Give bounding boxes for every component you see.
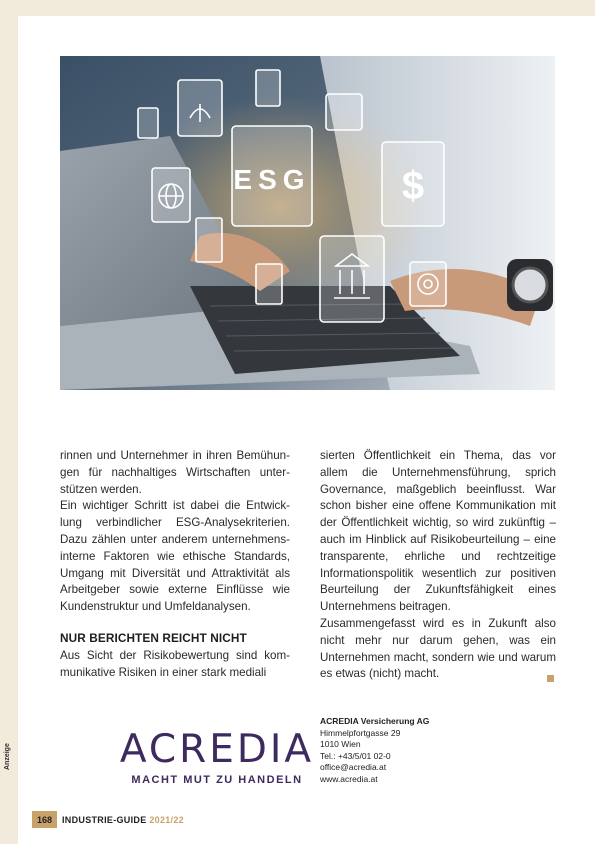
- logo-tagline: MACHT MUT ZU HANDELN: [131, 774, 303, 786]
- contact-block: [320, 716, 520, 786]
- section-subheading: NUR BERICHTEN REICHT NICHT: [60, 630, 247, 645]
- page-number: 168: [32, 811, 57, 828]
- contact-website[interactable]: www.acredia.at: [320, 773, 378, 784]
- left-column: [60, 448, 290, 681]
- handshake-icon: [326, 94, 362, 130]
- page: [18, 16, 595, 844]
- footer-guide-name: INDUSTRIE-GUIDE: [62, 815, 147, 825]
- left-paragraph-3: Aus Sicht der Risikobewertung sind kommunikative Risiken in einer stark mediali: [60, 648, 290, 679]
- left-paragraph-1: rinnen und Unternehmer in ihren Bemühungen für nachhaltiges Wirtschaften unterstützen werden.: [60, 449, 290, 496]
- globe-icon: [152, 168, 190, 222]
- right-paragraph-2: Zusammengefasst wird es in Zukunft also nicht mehr nur darum gehen, was ein Unternehmen macht, sondern wie und warum es etwas (nicht) macht.: [320, 616, 556, 681]
- contact-company: ACREDIA Versicherung AG: [320, 716, 430, 726]
- contact-street: Himmelpfortgasse 29: [320, 727, 401, 738]
- acredia-logo: [102, 716, 332, 788]
- footer-title: [62, 815, 184, 825]
- esg-text: ESG: [233, 164, 311, 195]
- hero-image: [60, 56, 555, 390]
- right-paragraph-1: sierten Öffentlichkeit ein Thema, das vor allem die Unternehmensführung, sprich Governance, maßgeblich beeinflusst. War schon bisher eine offene Kommunikation mit der Öffentlichkeit wichtig, so wird zukünftig – auch im Hinblick auf Risikobeurteilung – eine transparente, ehrliche und rechtzeitige Informationspolitik wesentlich zur positiven Beurteilung der Zukunftsfähigkeit eines Unternehmens beitragen.: [320, 449, 556, 614]
- dollar-text: $: [401, 164, 425, 208]
- contact-city: 1010 Wien: [320, 739, 361, 750]
- contact-email[interactable]: office@acredia.at: [320, 762, 387, 773]
- article-end-mark: [547, 675, 554, 682]
- footer-year: 2021/22: [149, 815, 184, 825]
- right-column: [320, 448, 556, 683]
- target-icon: [410, 262, 446, 306]
- esg-laptop-illustration: [60, 56, 555, 390]
- people-icon: [256, 264, 282, 304]
- document-icon: [256, 70, 280, 106]
- cloud-icon: [196, 218, 222, 262]
- logo-wordmark: ACREDIA: [119, 727, 315, 772]
- left-paragraph-2: Ein wichtiger Schritt ist dabei die Entwicklung verbindlicher ESG-Analysekriterien. Dazu zählen unter anderem unternehmensinterne Faktoren wie ethische Standards, Umgang mit Diversität und Attraktivität als Arbeitgeber sowie externe Einflüsse wie Kundenstruktur und Umfeldanalysen.: [60, 499, 290, 614]
- contact-phone: Tel.: +43/5/01 02-0: [320, 750, 391, 761]
- wind-turbine-icon: [138, 108, 158, 138]
- ad-label: Anzeige: [4, 743, 11, 770]
